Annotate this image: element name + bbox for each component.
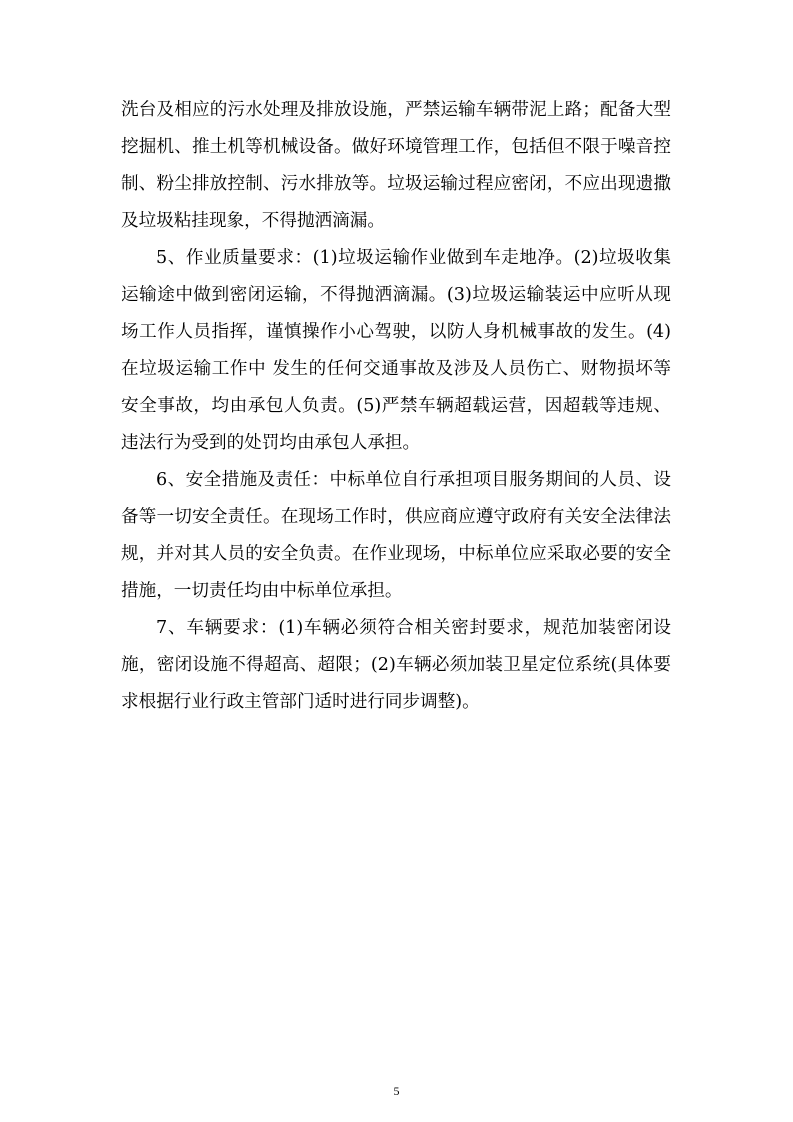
paragraph-safety-measures: 6、安全措施及责任：中标单位自行承担项目服务期间的人员、设备等一切安全责任。在现场工作时，供应商应遵守政府有关安全法律法规，并对其人员的安全负责。在作业现场，中标单位应采取必要的安全措施，一切责任均由中标单位承担。	[121, 470, 671, 601]
paragraph-work-quality: 5、作业质量要求：(1)垃圾运输作业做到车走地净。(2)垃圾收集运输途中做到密闭运输，不得抛洒滴漏。(3)垃圾运输装运中应听从现场工作人员指挥，谨慎操作小心驾驶，以防人身机械事故的发生。(4)在垃圾运输工作中 发生的任何交通事故及涉及人员伤亡、财物损坏等安全事故，均由承包人负责。(5)严禁车辆超载运营，因超载等违规、违法行为受到的处罚均由承包人承担。	[121, 248, 671, 453]
document-body	[121, 92, 671, 721]
page-number: 5	[393, 1084, 400, 1098]
paragraph-vehicle-requirements: 7、车辆要求：(1)车辆必须符合相关密封要求，规范加装密闭设施，密闭设施不得超高、超限；(2)车辆必须加装卫星定位系统(具体要求根据行业行政主管部门适时进行同步调整)。	[121, 618, 671, 712]
paragraph-continuation: 洗台及相应的污水处理及排放设施，严禁运输车辆带泥上路；配备大型挖掘机、推土机等机械设备。做好环境管理工作，包括但不限于噪音控制、粉尘排放控制、污水排放等。垃圾运输过程应密闭，不应出现遗撒及垃圾粘挂现象，不得抛洒滴漏。	[121, 100, 671, 231]
